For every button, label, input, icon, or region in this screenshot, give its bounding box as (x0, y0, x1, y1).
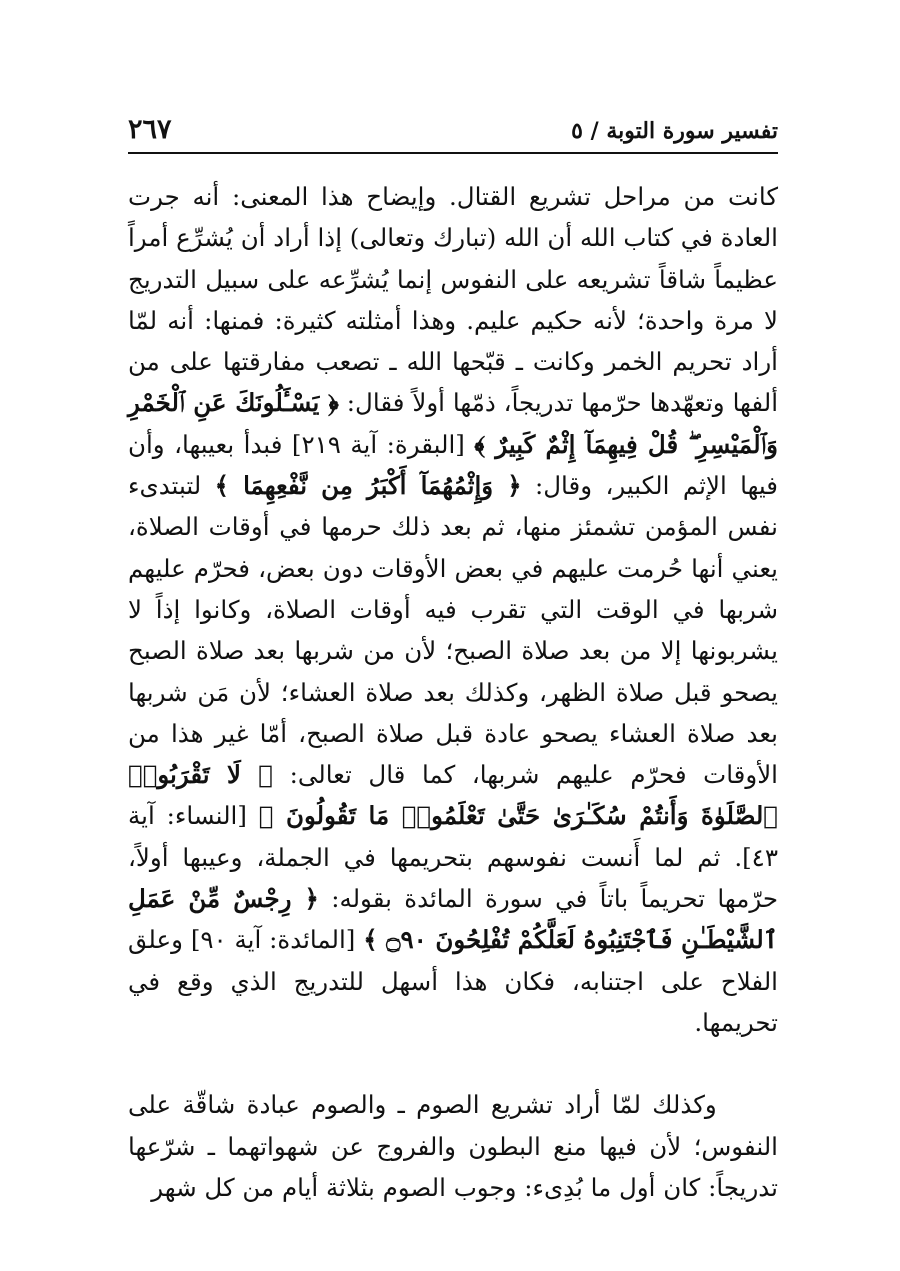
paragraph-2 (128, 1084, 778, 1208)
text-segment: [البقرة: آية ٢١٩] فبدأ بعيبها، وأن فيها الإثم الكبير، وقال: (128, 429, 778, 501)
text-segment: لتبتدىء نفس المؤمن تشمئز منها، ثم بعد ذلك حرمها في أوقات الصلاة، يعني أنها حُرمت عليهم في بعض الأوقات دون بعض، فحرّم عليهم شربها في الوقت التي تقرب فيه أوقات الصلاة، وكانوا إذاً لا يشربونها إلا من بعد صلاة الصبح؛ لأن من شربها بعد صلاة الصبح يصحو قبل صلاة الظهر، وكذلك بعد صلاة العشاء؛ لأن مَن شربها بعد صلاة العشاء يصحو عادة قبل صلاة الصبح، أمّا غير هذا من الأوقات فحرّم عليهم شربها، كما قال تعالى: (128, 471, 778, 790)
quran-verse: ﴿ رِجْسٌ مِّنْ عَمَلِ ٱلشَّيْطَـٰنِ فَٱجْتَنِبُوهُ لَعَلَّكُمْ تُفْلِحُونَ ۝٩٠ ﴾ (128, 884, 779, 955)
running-header (128, 112, 778, 154)
quran-verse: ﴿ لَا تَقْرَبُوا۟ ٱلصَّلَوٰةَ وَأَنتُمْ سُكَـٰرَىٰ حَتَّىٰ تَعْلَمُوا۟ مَا تَقُولُونَ ﴾ (128, 760, 778, 831)
text-segment: كانت من مراحل تشريع القتال. وإيضاح هذا المعنى: أنه جرت العادة في كتاب الله أن الله (تبارك وتعالى) إذا أراد أن يُشرِّع أمراً عظيماً شاقاً تشريعه على النفوس إنما يُشرِّعه على سبيل التدريج لا مرة واحدة؛ لأنه حكيم عليم. وهذا أمثلته كثيرة: فمنها: أنه لمّا أراد تحريم الخمر وكانت ـ قبّحها الله ـ تصعب مفارقتها على من ألفها وتعهّدها حرّمها تدريجاً، ذمّها أولاً فقال: (128, 182, 778, 418)
text-segment: [المائدة: آية ٩٠] وعلق الفلاح على اجتنابه، فكان هذا أسهل للتدريج الذي وقع في تحريمها. (128, 925, 778, 1037)
text-segment: [النساء: آية ٤٣]. ثم لما أَنست نفوسهم بتحريمها في الجملة، وعيبها أولاً، حرّمها تحريماً باتاً في سورة المائدة بقوله: (128, 801, 778, 914)
text-segment: وكذلك لمّا أراد تشريع الصوم ـ والصوم عبادة شاقّة على النفوس؛ لأن فيها منع البطون والفروج عن شهواتهما ـ شرّعها تدريجاً: كان أول ما بُدِىء: وجوب الصوم بثلاثة أيام من كل شهر (128, 1090, 778, 1202)
paragraph-1 (128, 176, 778, 1043)
page-number: ٢٦٧ (128, 114, 172, 145)
book-page (128, 112, 778, 1212)
running-title: تفسير سورة التوبة / ٥ (571, 118, 778, 144)
quran-verse: ﴿ يَسْـَٔلُونَكَ عَنِ ٱلْخَمْرِ وَٱلْمَيْسِرِ ۖ قُلْ فِيهِمَآ إِثْمٌ كَبِيرٌ ﴾ (128, 388, 778, 459)
body-text (128, 176, 778, 1208)
quran-verse: ﴿ وَإِثْمُهُمَآ أَكْبَرُ مِن نَّفْعِهِمَا ﴾ (214, 471, 522, 501)
